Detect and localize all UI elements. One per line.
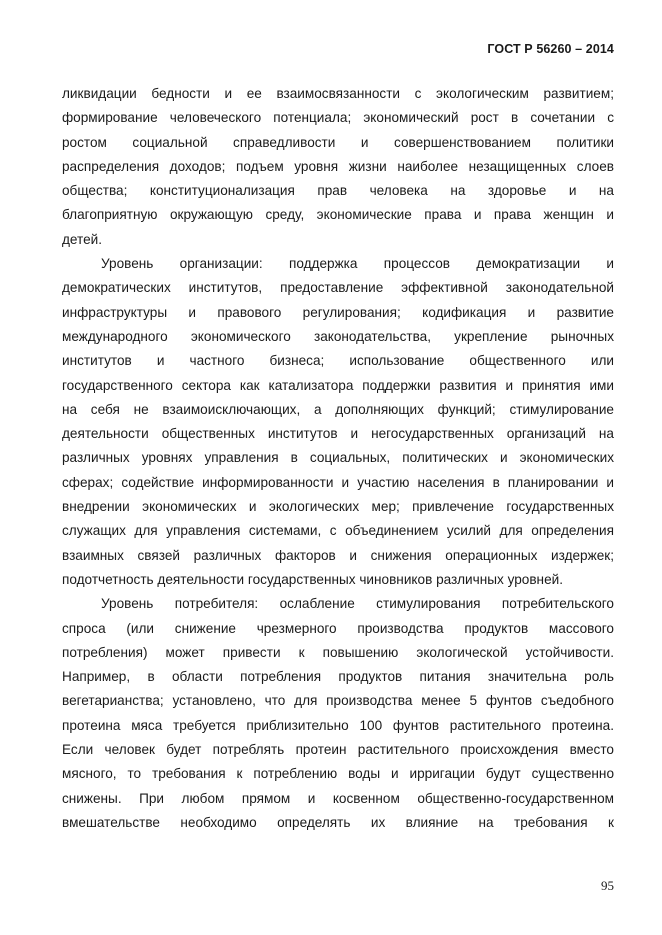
text-line: подотчетность деятельности государственных чиновников различных уровней. — [62, 571, 563, 587]
text-line: протеина мяса требуется приблизительно 100 фунтов растительного протеина. — [62, 717, 614, 733]
text-line: благоприятную окружающую среду, экономические права и права женщин и — [62, 207, 614, 223]
text-line: ликвидации бедности и ее взаимосвязанности с экологическим развитием; — [62, 86, 614, 101]
text-line: международного экономического законодательства, укрепление рыночных — [62, 328, 614, 344]
text-line: общества; конституционализация прав человека на здоровье и на — [62, 183, 614, 199]
text-line: на себя не взаимоисключающих, а дополняющих функций; стимулирование — [62, 401, 614, 417]
body-text — [62, 82, 614, 835]
text-line: Уровень потребителя: ослабление стимулирования потребительского — [101, 596, 614, 612]
text-line: сферах; содействие информированности и участию населения в планировании и — [62, 474, 614, 490]
standard-code-header: ГОСТ Р 56260 – 2014 — [487, 42, 614, 56]
text-line: служащих для управления системами, с объединением усилий для определения — [62, 523, 614, 539]
text-line: распределения доходов; подъем уровня жизни наиболее незащищенных слоев — [62, 158, 614, 174]
text-line: Уровень организации: поддержка процессов демократизации и — [101, 256, 614, 272]
text-line: инфраструктуры и правового регулирования; кодификация и развитие — [62, 304, 614, 320]
text-line: спроса (или снижение чрезмерного производства продуктов массового — [62, 620, 614, 636]
text-line: внедрении экономических и экологических мер; привлечение государственных — [62, 499, 614, 515]
text-line: детей. — [62, 231, 103, 247]
text-line: демократических институтов, предоставление эффективной законодательной — [62, 280, 614, 296]
text-line: вегетарианства; установлено, что для производства менее 5 фунтов съедобного — [62, 693, 614, 709]
text-line: различных уровнях управления в социальных, политических и экономических — [62, 450, 614, 466]
text-line: мясного, то требования к потреблению воды и ирригации будут существенно — [62, 766, 614, 782]
text-line: ростом социальной справедливости и совершенствованием политики — [62, 134, 614, 150]
text-line: государственного сектора как катализатора поддержки развития и принятия ими — [62, 377, 614, 393]
text-line: взаимных связей различных факторов и снижения операционных издержек; — [62, 547, 614, 563]
text-line: формирование человеческого потенциала; экономический рост в сочетании с — [62, 110, 614, 126]
text-line: деятельности общественных институтов и негосударственных организаций на — [62, 426, 614, 442]
text-line: Например, в области потребления продуктов питания значительна роль — [62, 669, 614, 685]
text-line: институтов и частного бизнеса; использование общественного или — [62, 353, 614, 369]
text-line: Если человек будет потреблять протеин растительного происхождения вместо — [62, 742, 614, 758]
page-number: 95 — [601, 878, 614, 893]
text-line: вмешательстве необходимо определять их влияние на требования к — [62, 814, 614, 830]
text-line: потребления) может привести к повышению экологической устойчивости. — [62, 644, 614, 660]
text-line: снижены. При любом прямом и косвенном общественно-государственном — [62, 790, 614, 806]
